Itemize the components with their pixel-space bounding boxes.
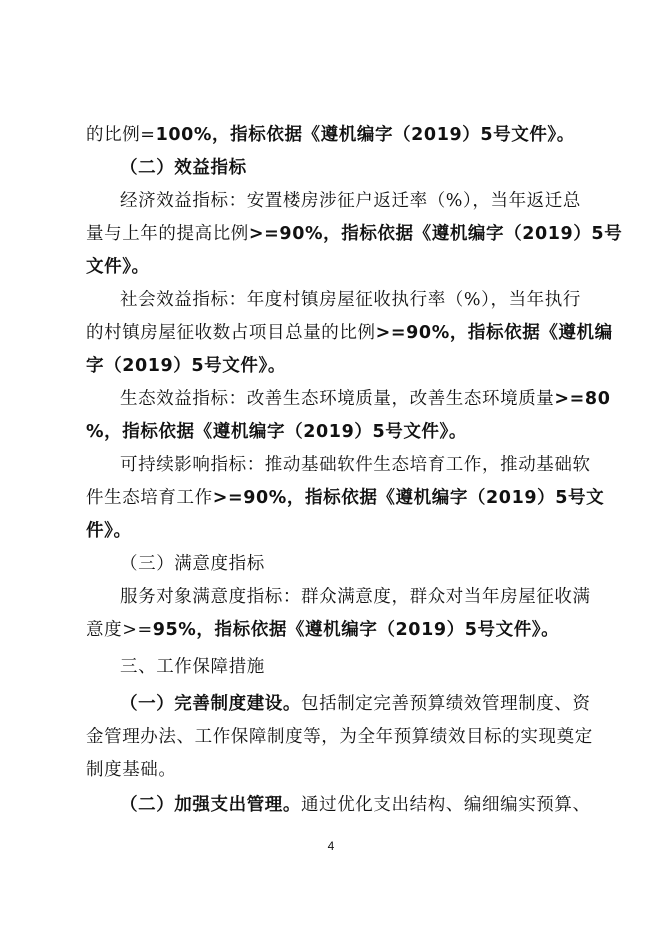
text-line: 意度>=95%，指标依据《遵机编字（2019）5号文件》。	[86, 620, 560, 640]
section-heading: （三）满意度指标	[120, 554, 265, 574]
text-line: 件生态培育工作>=90%，指标依据《遵机编字（2019）5号文	[86, 488, 605, 508]
text-line: 文件》。	[86, 257, 150, 277]
text-line: 制度基础。	[86, 760, 177, 780]
text-line: 社会效益指标：年度村镇房屋征收执行率（%），当年执行	[120, 290, 581, 310]
text-line: 可持续影响指标：推动基础软件生态培育工作，推动基础软	[120, 455, 591, 475]
page-number: 4	[327, 839, 335, 853]
text-line: （一）完善制度建设。包括制定完善预算绩效管理制度、资	[120, 694, 591, 714]
text-line: 经济效益指标：安置楼房涉征户返迁率（%），当年返迁总	[120, 191, 581, 211]
text-line: （二）加强支出管理。通过优化支出结构、编细编实预算、	[120, 795, 591, 815]
text-line: 服务对象满意度指标：群众满意度，群众对当年房屋征收满	[120, 587, 591, 607]
text-line: 的比例=100%，指标依据《遵机编字（2019）5号文件》。	[86, 125, 575, 145]
section-heading: 三、工作保障措施	[120, 657, 265, 677]
section-heading: （二）效益指标	[120, 158, 247, 178]
text-line: %，指标依据《遵机编字（2019）5号文件》。	[86, 422, 467, 442]
text-line: 的村镇房屋征收数占项目总量的比例>=90%，指标依据《遵机编	[86, 323, 613, 343]
text-line: 生态效益指标：改善生态环境质量，改善生态环境质量>=80	[120, 389, 611, 409]
text-line: 字（2019）5号文件》。	[86, 356, 286, 376]
text-line: 金管理办法、工作保障制度等，为全年预算绩效目标的实现奠定	[86, 727, 593, 747]
text-line: 件》。	[86, 521, 132, 541]
text-line: 量与上年的提高比例>=90%，指标依据《遵机编字（2019）5号	[86, 224, 623, 244]
